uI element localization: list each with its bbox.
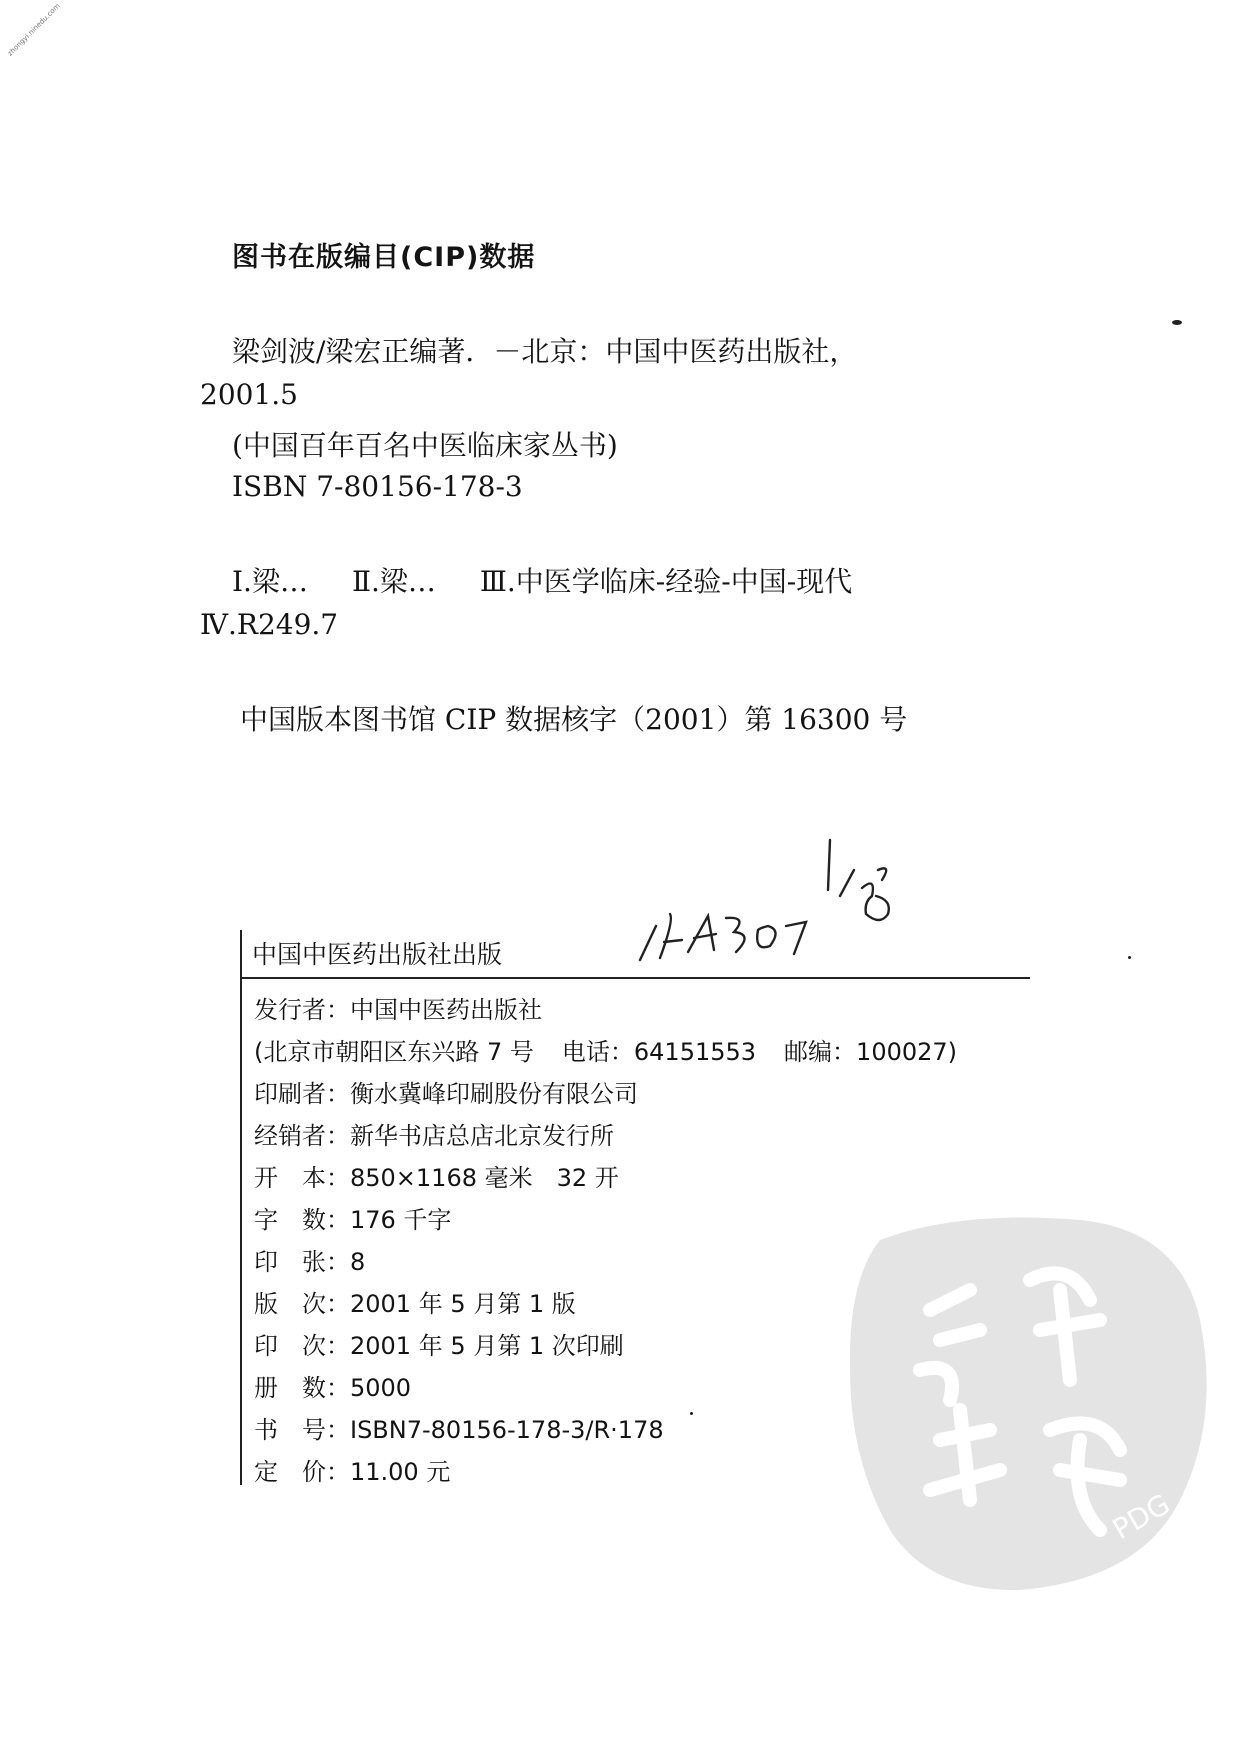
cip-class-3: Ⅲ.中医学临床-经验-中国-现代 [479,565,853,598]
cip-date-line: 2001.5 [200,378,298,411]
imprint-book-number: 书 号：ISBN7-80156-178-3/R·178 [254,1416,664,1444]
imprint-price: 定 价：11.00 元 [254,1458,451,1486]
scan-speck [1172,320,1182,325]
imprint-printer: 印刷者：衡水冀峰印刷股份有限公司 [254,1080,638,1108]
imprint-horizontal-rule [240,977,1030,979]
cip-class-1: Ⅰ.梁… [232,565,308,598]
imprint-address-row [254,1032,957,1067]
imprint-word-count: 字 数：176 千字 [254,1206,452,1234]
handwritten-mark [630,830,910,970]
imprint-printing: 印 次：2001 年 5 月第 1 次印刷 [254,1332,624,1360]
cip-isbn-line: ISBN 7-80156-178-3 [232,470,523,503]
scan-speck [1128,956,1131,959]
seal-pdg-label: PDG [1107,1487,1176,1547]
seal-watermark [820,1200,1220,1600]
imprint-postcode: 邮编：100027) [784,1038,958,1066]
imprint-vertical-rule [240,930,242,1485]
imprint-phone: 电话：64151553 [561,1038,757,1066]
cip-verify-line: 中国版本图书馆 CIP 数据核字（2001）第 16300 号 [240,703,908,736]
imprint-distributor: 发行者：中国中医药出版社 [254,996,542,1024]
imprint-seller: 经销者：新华书店总店北京发行所 [254,1122,614,1150]
cip-title: 图书在版编目(CIP)数据 [232,242,536,273]
cip-series-line: (中国百年百名中医临床家丛书) [232,429,618,462]
cip-classification-line [232,560,852,600]
corner-watermark: zhongyi.ninedu.com [6,1,62,58]
cip-class-2: Ⅱ.梁… [351,565,436,598]
cip-class-4: Ⅳ.R249.7 [200,608,339,641]
scan-speck [690,1412,693,1415]
imprint-publisher: 中国中医药出版社出版 [252,940,503,969]
imprint-copies: 册 数：5000 [254,1374,412,1402]
imprint-address: (北京市朝阳区东兴路 7 号 [254,1038,534,1066]
cip-author-line: 梁剑波/梁宏正编著．－北京：中国中医药出版社， [232,335,858,368]
imprint-format: 开 本：850×1168 毫米 32 开 [254,1164,619,1192]
imprint-sheets: 印 张：8 [254,1248,366,1276]
imprint-edition: 版 次：2001 年 5 月第 1 版 [254,1290,576,1318]
